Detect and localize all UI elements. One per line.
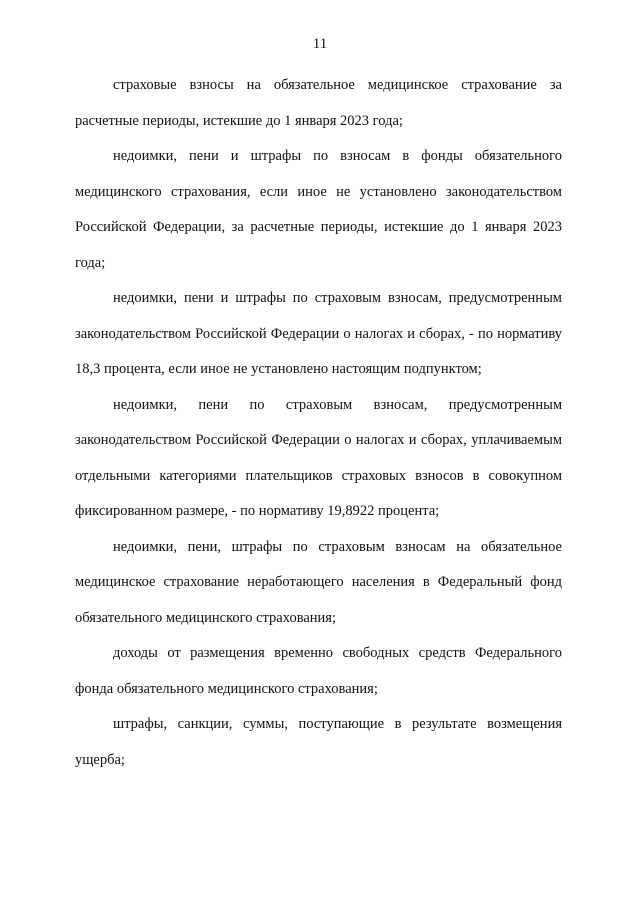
paragraph-arrears-compulsory-funds: недоимки, пени и штрафы по взносам в фонды обязательного медицинского страхования, если иное не установлено законодательством Российской Федерации, за расчетные периоды, истекшие до 1 января 2023 года; [75, 148, 562, 271]
paragraph-insurance-contributions: страховые взносы на обязательное медицинское страхование за расчетные периоды, истекшие до 1 января 2023 года; [75, 77, 562, 129]
paragraph-arrears-non-working-population: недоимки, пени, штрафы по страховым взносам на обязательное медицинское страхование неработающего населения в Федеральный фонд обязательного медицинского страхования; [75, 538, 562, 626]
page-number: 11 [312, 36, 328, 52]
paragraph-arrears-fixed-amount: недоимки, пени по страховым взносам, предусмотренным законодательством Российской Федерации о налогах и сборах, уплачиваемым отдельными категориями плательщиков страховых взносов в совокупном фиксированном размере, - по нормативу 19,8922 процента; [75, 396, 562, 519]
paragraph-income-placement: доходы от размещения временно свободных средств Федерального фонда обязательного медицинского страхования; [75, 645, 562, 697]
paragraph-arrears-tax-law: недоимки, пени и штрафы по страховым взносам, предусмотренным законодательством Российской Федерации о налогах и сборах, - по нормативу 18,3 процента, если иное не установлено настоящим подпунктом; [75, 290, 562, 377]
paragraph-fines-damages: штрафы, санкции, суммы, поступающие в результате возмещения ущерба; [75, 716, 562, 768]
document-body [75, 68, 562, 778]
